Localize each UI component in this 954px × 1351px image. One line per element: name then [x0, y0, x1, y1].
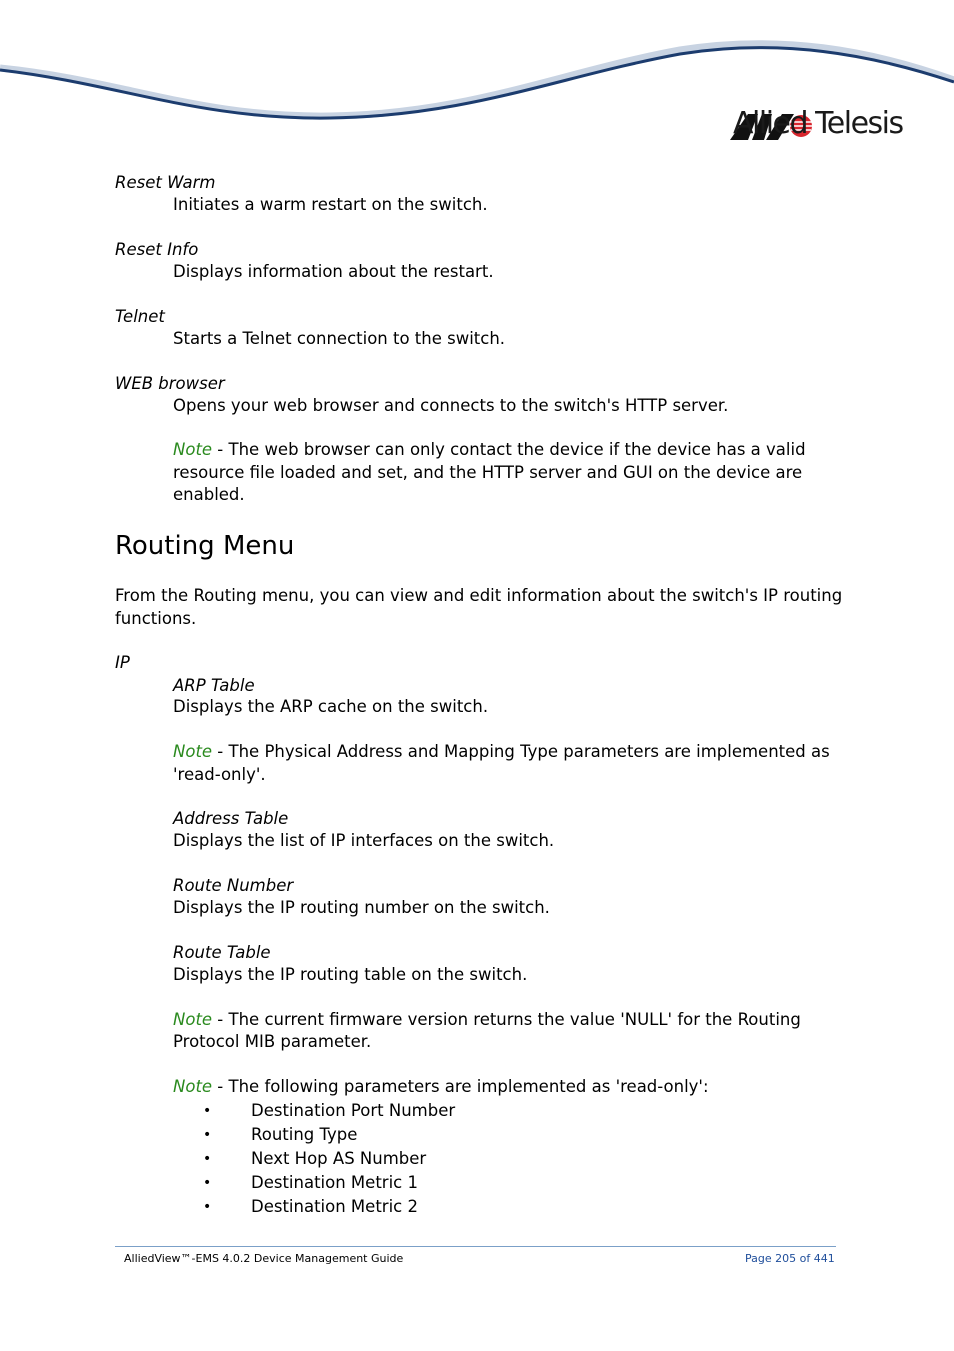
footer-doc-title: AlliedView™-EMS 4.0.2 Device Management Guide	[124, 1252, 404, 1265]
bullet-icon: •	[203, 1103, 212, 1119]
note-label: Note	[173, 742, 213, 761]
note-ro-line1	[173, 1076, 709, 1099]
desc-route-table: Displays the IP routing table on the switch.	[173, 965, 528, 984]
note-text: - The following parameters are implemented as 'read-only':	[212, 1077, 709, 1096]
note-arp-line2: 'read-only'.	[173, 765, 266, 784]
bullet-icon: •	[203, 1127, 212, 1143]
desc-reset-info: Displays information about the restart.	[173, 262, 494, 281]
note-text: - The Physical Address and Mapping Type parameters are implemented as	[212, 742, 830, 761]
list-item: Destination Metric 1	[251, 1173, 418, 1192]
note-fw-line2: Protocol MIB parameter.	[173, 1032, 372, 1051]
note-arp-line1	[173, 741, 830, 764]
note-text: - The current firmware version returns the value 'NULL' for the Routing	[212, 1010, 801, 1029]
desc-web-browser: Opens your web browser and connects to the switch's HTTP server.	[173, 396, 729, 415]
note-text: - The web browser can only contact the device if the device has a valid	[212, 440, 806, 459]
term-reset-warm: Reset Warm	[115, 173, 216, 192]
bullet-icon: •	[203, 1151, 212, 1167]
list-item: Next Hop AS Number	[251, 1149, 427, 1168]
note-web-line3: enabled.	[173, 485, 245, 504]
note-web-line1	[173, 439, 806, 462]
bullet-icon: •	[203, 1199, 212, 1215]
logo-text: Allied Telesis	[733, 106, 903, 141]
note-label: Note	[173, 440, 213, 459]
list-item: Destination Metric 2	[251, 1197, 418, 1216]
term-route-number: Route Number	[173, 876, 294, 895]
term-reset-info: Reset Info	[115, 240, 199, 259]
desc-reset-warm: Initiates a warm restart on the switch.	[173, 195, 488, 214]
note-fw-line1	[173, 1009, 801, 1032]
term-ip: IP	[115, 653, 130, 672]
routing-intro-line2: functions.	[115, 609, 197, 628]
routing-intro-line1: From the Routing menu, you can view and edit information about the switch's IP routing	[115, 586, 843, 605]
desc-telnet: Starts a Telnet connection to the switch.	[173, 329, 506, 348]
section-heading-routing-menu: Routing Menu	[115, 531, 295, 561]
footer-divider	[115, 1246, 836, 1247]
term-arp-table: ARP Table	[173, 676, 255, 695]
footer-page-number: Page 205 of 441	[745, 1252, 835, 1265]
desc-arp-table: Displays the ARP cache on the switch.	[173, 697, 489, 716]
note-label: Note	[173, 1010, 213, 1029]
desc-address-table: Displays the list of IP interfaces on the switch.	[173, 831, 555, 850]
term-telnet: Telnet	[115, 307, 165, 326]
term-web-browser: WEB browser	[115, 374, 225, 393]
term-route-table: Route Table	[173, 943, 271, 962]
note-label: Note	[173, 1077, 213, 1096]
bullet-icon: •	[203, 1175, 212, 1191]
term-address-table: Address Table	[173, 809, 289, 828]
note-web-line2: resource file loaded and set, and the HTTP server and GUI on the device are	[173, 463, 803, 482]
list-item: Destination Port Number	[251, 1101, 456, 1120]
list-item: Routing Type	[251, 1125, 358, 1144]
desc-route-number: Displays the IP routing number on the switch.	[173, 898, 550, 917]
